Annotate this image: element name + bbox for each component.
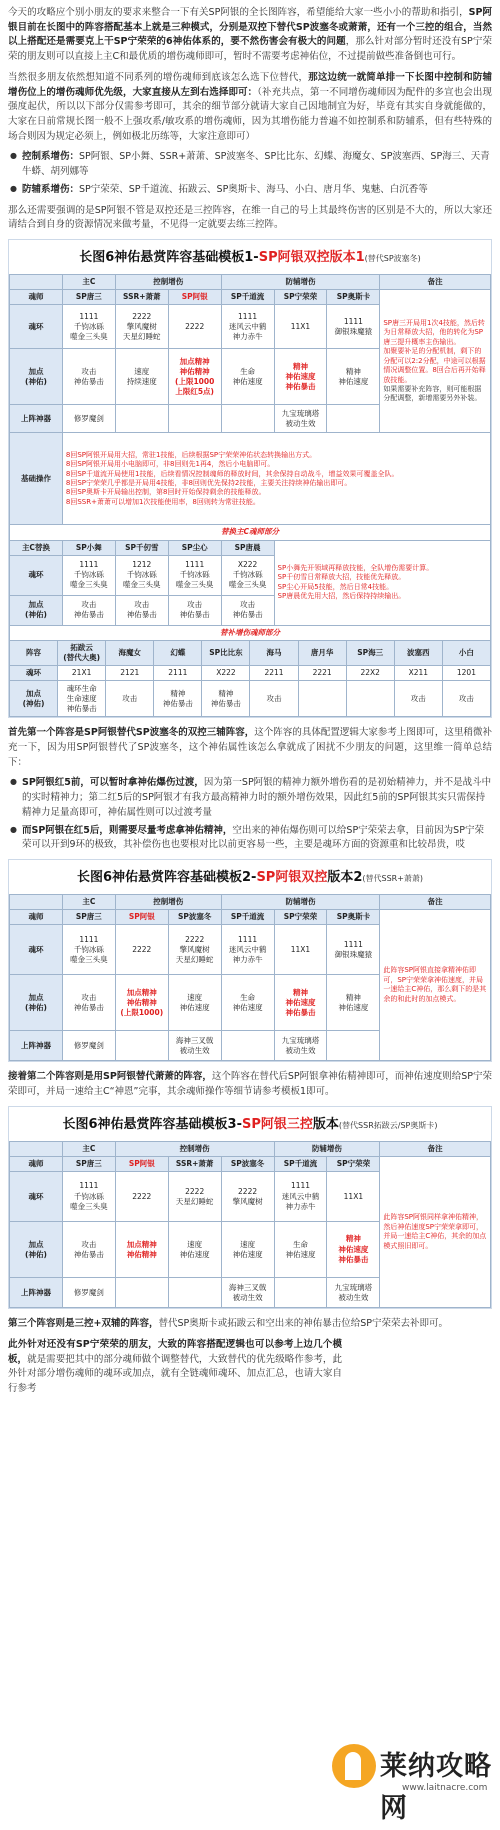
table-row: 基础操作 8回SP阿银开局用大招，常驻1技能，后续根据SP宁荣荣神佑状态转换输出方式。 8回SP阿银开局用小电脑即可，非8回则先1再4，然后小电脑即可。 8回SP千道流开局使用1技能，后续看情况控制魂师的释放时间，其余保持自动战斗，增益效果可覆盖全队。 8回SP宁荣荣几乎都是开局用4技能，非8回则优先保持2技能，主要关注持续神佑输出即可。 8回SP奥斯卡开局输出控制，第8回时开始保持剩余的技能释放。 8回SSR+萧萧可以增加1次技能使用率，8回则转为常驻技能。 xyxy=(10,433,491,525)
list-item: ● SP阿银红5前，可以暂时拿神佑爆伤过渡，因为第一SP阿银的精神力额外增伤看的是初始精神力，并不是战斗中的实时精神力；第二红5后的SP阿银才有我方最高精神力时的额外增伤效果，因此红5前的SP阿银其实只需保持精神力足量高即可，神佑属性则可以过渡考量 xyxy=(8,776,492,820)
analysis-paragraph-1: 首先第一个阵容是SP阿银替代SP波塞冬的双控三辅阵容，这个阵容的具体配置逻辑大家参考上图即可，这里稍微补充一下，因为用SP阿银替代了SP波塞冬，这个神佑属性该怎么拿就成了困扰不少朋友的问题，这里维一简单总结下： xyxy=(8,727,492,768)
list-item: ● 而SP阿银在红5后，则需要尽量考虑拿神佑精神，空出来的神佑爆伤则可以给SP宁荣荣去拿，目前因为SP宁荣荣可以开到9环的极致，其补偿伤也也要根对比以前更容易一些，主要是魂环方面的资源重和比较昂贵，哎 xyxy=(8,824,492,853)
table-row: 上阵神器 修罗魔剑 九宝琉璃塔 被动生效 xyxy=(10,405,491,433)
table-row: 魂环 1111 千钧冰砾 噬金三头臭 2222 2222 天星幻睡蛇 2222 擎风魔树 1111 迷风云中鹤 神力赤牛 11X1 xyxy=(10,1172,491,1222)
table-row: 加点 (神佑) 攻击 神佑暴击 攻击 神佑暴击 攻击 神佑暴击 攻击 神佑暴击 xyxy=(10,595,491,625)
table-row: 加点 (神佑) 攻击 神佑暴击 加点精神 神佑精神 速度 神佑速度 速度 神佑速度 生命 神佑速度 精神 神佑速度 神佑暴击 xyxy=(10,1222,491,1278)
table-row: 魂环 1111 千钧冰砾 噬金三头臭 1212 千钧冰砾 噬金三头臭 1111 千钧冰砾 噬金三头臭 X222 千钧冰砾 噬金三头臭 xyxy=(10,555,491,595)
lineup-table-3 xyxy=(8,1106,492,1309)
replacement-grid: 替补增伤魂师部分 阵容 拓跋云 (替代大奥) 海魔女 幻蝶 SP比比东 海马 唐月华 SP海三 波塞西 小白 魂环 21X1 2121 2111 X222 2211 2221 22X2 X211 1201 加点 (神佑) 魂环生命 生命速度 神佑暴击 攻击 精神 神佑暴击 精神 神佑暴击 攻击 攻击 攻击 xyxy=(9,626,491,718)
logo-name: 莱纳攻略网 xyxy=(380,1751,492,1824)
analysis-paragraph-2: 接着第二个阵容则是用SP阿银替代萧萧的阵容，这个阵容在替代后SP阿银拿神佑精神即可，而神佑速度则给SP宁荣荣即可，并局一速给主C“神恩”完事，其余魂师操作等细节请参考模板1即可。 xyxy=(8,1071,492,1098)
table-title: 长图6神佑悬赏阵容基础模板2-SP阿银双控版本2(替代SSR+萧萧) xyxy=(76,869,424,885)
logo-icon xyxy=(332,1744,376,1788)
list-item: ● 控制系增伤：SP阿银、SP小舞、SSR+萧萧、SP波塞冬、SP比比东、幻蝶、海魔女、SP波塞西、SP海三、天青牛蟒、胡列娜等 xyxy=(8,150,492,179)
table-row: 加点 (神佑) 攻击 神佑暴击 速度 持续速度 加点精神 神佑精神 (上限1000 上限红5点) 生命 神佑速度 精神 神佑速度 神佑暴击 精神 神佑速度 xyxy=(10,349,491,405)
intro-paragraph-2: 当然很多朋友依然想知道不同系列的增伤魂师到底该怎么选下位替代，那这边统一就简单排一下长图中控制和防辅增伤位上的增伤魂师优先级，大家直接从左到右选择即可：（补充共点，第一不同增伤魂师因为配件的多宣也会出现强度起伏，所以以下部分仅需参考即可，其余的细节部分就请大家自己因地制宜为好，毕竟有其实自身就能做的，大家在日前常规长图一般不上强攻系/敏攻系的增伤魂师，因为其增伤能力普遍不如控制系和防辅系，但有些特殊的场合则因为规定必须上，例如极北历练等，大家注意即可） xyxy=(8,71,492,142)
logo-url: www.laitnacre.com xyxy=(402,1783,488,1793)
intro-paragraph-1: 今天的攻略应个别小朋友的要求来整合一下有关SP阿银的全长图阵容，希望能给大家一些小小的帮助和指引，SP阿银目前在长图中的阵容搭配基本上就是三种模式，分别是双控下替代SP波塞冬或萧萧，还有一个三控的组合，当然以上搭配还是需要克上干SP宁荣荣的6神佑体系的，要不然伤害会有极大的问题，那么针对部分暂时还没有SP宁荣荣的朋友则可以直接上主C和最优质的增伤魂师即可，暂时不需要考虑神佑位，不过提前做些准备倒也可行。 xyxy=(8,7,492,63)
table-title: 长图6神佑悬赏阵容基础模板3-SP阿银三控版本(替代SSR拓跋云/SP奥斯卡) xyxy=(62,1116,438,1132)
lineup-grid: 主C 控制增伤 防辅增伤 备注 魂师 SP唐三 SP阿银 SSR+萧萧 SP波塞冬 SP千道流 SP宁荣荣 此阵容SP阿银同样拿神佑精神，然后神佑速度SP宁荣荣拿即可，并局一速给主C神佑，其余的加点模式照旧即可。 魂环 1111 千钧冰砾 噬金三头臭 2222 2222 天星幻睡蛇 2222 擎风魔树 1111 迷风云中鹤 神力赤牛 11X1 加点 (神佑) 攻击 神佑暴击 加点精神 神佑精神 速度 神佑速度 速度 神佑速度 生命 神佑速度 精神 神佑速度 神佑暴击 上阵神器 修罗魔剑 海神三叉戟 被动生效 九宝琉璃塔 被动生效 xyxy=(9,1141,491,1308)
intro-paragraph-3: 那么还需要强调的是SP阿银不管是双控还是三控阵容，在维一自己的号上其最终伤害的区别是不大的，所以大家还请结合到自身的资源情况来做考量，不见得一定就要去练三控阵。 xyxy=(8,204,492,231)
lineup-grid: 主C 控制增伤 防辅增伤 备注 魂师 SP唐三 SP阿银 SP波塞冬 SP千道流 SP宁荣荣 SP奥斯卡 此阵容SP阿银直接拿精神佑即可，SP宁荣荣拿神佑速度，并局一速给主C神佑，那么剩下的是其余的和此时的加点模式。 魂环 1111 千钧冰砾 噬金三头臭 2222 2222 擎风魔树 天星幻睡蛇 1111 迷风云中鹤 神力赤牛 11X1 1111 御银珠魔猿 加点 (神佑) 攻击 神佑暴击 加点精神 神佑精神 (上限1000) 速度 神佑速度 生命 神佑速度 精神 神佑速度 神佑暴击 精神 神佑速度 上阵神器 修罗魔剑 海神三叉戟 被动生效 九宝琉璃塔 被动生效 xyxy=(9,894,491,1061)
lineup-grid: 主C 控制增伤 防辅增伤 备注 魂师 SP唐三 SSR+萧萧 SP阿银 SP千道流 SP宁荣荣 SP奥斯卡 SP唐三开局用1次4技能，然后转为日常释放大招，他的转化为SP唐三提升概率主伤输出。 加聚要补足的分配机制，剩下的分配可以2:2分配，中途可以根据情况调整位置。8回合后再开始释放技能。 如果需要补充阵容，则可能根据分配调整，新增需要另外补装。 魂环 1111 千钧冰砾 噬金三头臭 2222 擎风魔树 天星幻睡蛇 2222 1111 迷风云中鹤 神力赤牛 11X1 1111 御银珠魔猿 加点 (神佑) 攻击 神佑暴击 速度 持续速度 加点精神 神佑精神 (上限1000 上限红5点) 生命 神佑速度 精神 神佑速度 神佑暴击 精神 神佑速度 上阵神器 修罗魔剑 九宝琉璃塔 被动生效 基础操作 8回SP阿银开局用大招，常驻1技能，后续根据SP宁荣荣神佑状态转换输出方式。 8回SP阿银开局用小电脑即可，非8回则先1再4，然后小电脑即可。 8回SP千道流开局使用1技能，后续看情况控制魂师的释放时间，其余保持自动战斗，增益效果可覆盖全队。 8回SP宁荣荣几乎都是开局用4技能，非8回则优先保持2技能，主要关注持续神佑输出即可。 8回SP奥斯卡开局输出控制，第8回时开始保持剩余的技能释放。 8回SSR+萧萧可以增加1次技能使用率，8回则转为常驻技能。 替换主C魂师部分 主C替换 SP小舞 SP千仞雪 SP尘心 SP唐晨 SP小舞先开领域再释放技能，全队增伤需要计算。 SP千仞雪日常释放大招，技能优先释放。 SP尘心开局5技能，然后日常4技能。 SP唐晨优先用大招，然后保持持续输出。 魂环 1111 千钧冰砾 噬金三头臭 1212 千钧冰砾 噬金三头臭 1111 千钧冰砾 噬金三头臭 X222 千钧冰砾 噬金三头臭 加点 (神佑) 攻击 神佑暴击 攻击 神佑暴击 攻击 神佑暴击 攻击 神佑暴击 xyxy=(9,274,491,626)
priority-list xyxy=(8,150,492,197)
table-row: 上阵神器 修罗魔剑 海神三叉戟 被动生效 九宝琉璃塔 被动生效 xyxy=(10,1278,491,1308)
table-row: 上阵神器 修罗魔剑 海神三叉戟 被动生效 九宝琉璃塔 被动生效 xyxy=(10,1031,491,1061)
table-row: 加点 (神佑) 魂环生命 生命速度 神佑暴击 攻击 精神 神佑暴击 精神 神佑暴击 攻击 攻击 攻击 xyxy=(10,681,491,717)
table-row: 魂环 21X1 2121 2111 X222 2211 2221 22X2 X211 1201 xyxy=(10,666,491,681)
lineup-table-2 xyxy=(8,859,492,1062)
table-row: 加点 (神佑) 攻击 神佑暴击 加点精神 神佑精神 (上限1000) 速度 神佑速度 生命 神佑速度 精神 神佑速度 神佑暴击 精神 神佑速度 xyxy=(10,975,491,1031)
table-title: 长图6神佑悬赏阵容基础模板1-SP阿银双控版本1(替代SP波塞冬) xyxy=(79,250,421,266)
site-logo[interactable] xyxy=(330,1738,500,1824)
analysis-list xyxy=(8,776,492,853)
lineup-table-1 xyxy=(8,239,492,718)
table-row: 魂环 1111 千钧冰砾 噬金三头臭 2222 擎风魔树 天星幻睡蛇 2222 1111 迷风云中鹤 神力赤牛 11X1 1111 御银珠魔猿 xyxy=(10,305,491,349)
table-row: 魂环 1111 千钧冰砾 噬金三头臭 2222 2222 擎风魔树 天星幻睡蛇 1111 迷风云中鹤 神力赤牛 11X1 1111 御银珠魔猿 xyxy=(10,925,491,975)
analysis-paragraph-3: 第三个阵容则是三控+双辅的阵容，替代SP奥斯卡或拓跋云和空出来的神佑暴击位给SP宁荣荣去补即可。 xyxy=(8,1318,448,1330)
analysis-paragraph-4: 此外针对还没有SP宁荣荣的朋友，大致的阵容搭配逻辑也可以参考上边几个模板，就是需要把其中的部分魂师做个调整替代，大致替代的优先级略作参考，此外针对部分增伤魂师的魂环或加点，就有全链魂师魂环、加点汇总，也请大家自行参考 xyxy=(8,1338,342,1395)
list-item: ● 防辅系增伤：SP宁荣荣、SP千道流、拓跋云、SP奥斯卡、海马、小白、唐月华、鬼魅、白沉香等 xyxy=(8,183,492,198)
